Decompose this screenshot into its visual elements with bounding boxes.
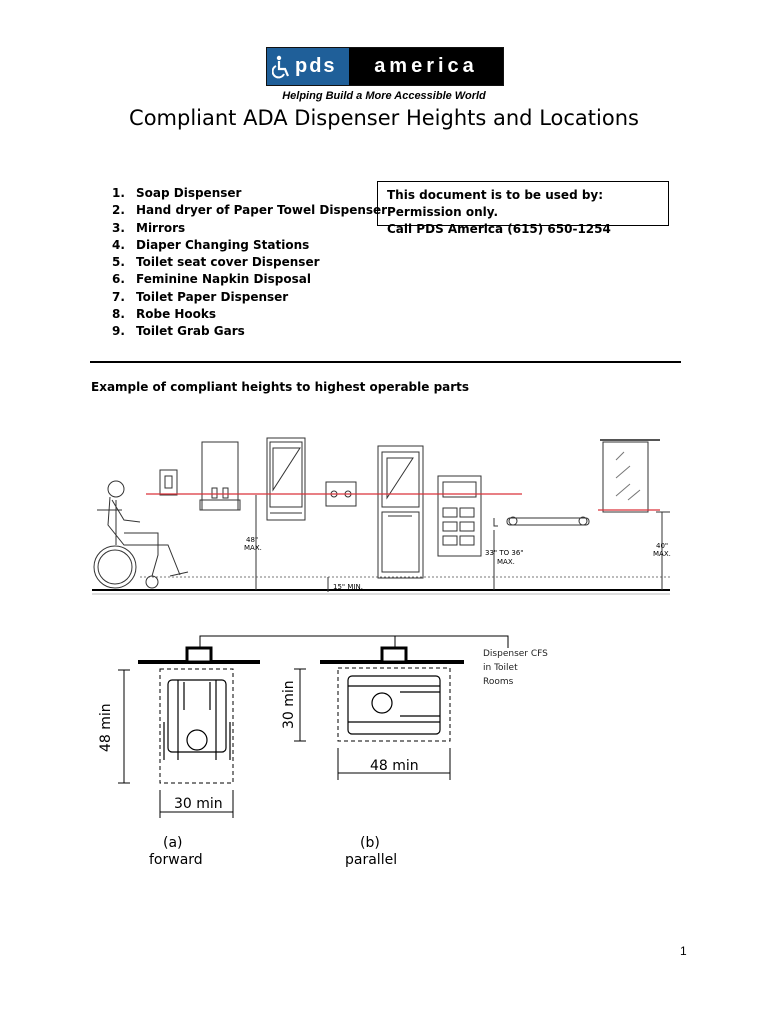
forward-width-label: 30 min [174,796,223,812]
caption-a: (a) [163,835,183,851]
list-item: 3. Mirrors [112,220,186,235]
dim-33-max: MAX. [497,558,515,566]
dim-40-max: MAX. [653,550,671,558]
soap-dispenser-icon [160,470,177,495]
list-item: 6. Feminine Napkin Disposal [112,272,311,287]
caption-b: (b) [360,835,380,851]
wheelchair-parallel-icon [348,676,440,734]
list-item: 4. Diaper Changing Stations [112,237,310,252]
elevation-drawing [92,438,670,594]
notice-line-1: This document is to be used by: Permission only. [387,188,604,219]
dim-48-label: 48" [246,536,259,544]
parallel-width-label: 48 min [370,758,419,774]
list-item: 7. Toilet Paper Dispenser [112,289,289,304]
wheelchair-forward-icon [164,680,230,760]
logo-left-text: pds [295,55,337,77]
seat-cover-dispenser-icon [267,438,305,520]
wheelchair-user-icon [94,481,188,588]
parallel-depth-label: 30 min [281,680,297,729]
logo-right-text: america [374,55,478,77]
page-number: 1 [680,944,687,958]
paper-towel-dispenser-icon [200,442,240,510]
callout-line-2: in Toilet [483,663,518,673]
tagline: Helping Build a More Accessible World [282,90,486,102]
dim-15-label: 15" MIN. [333,583,363,591]
list-item: 1. Soap Dispenser [112,186,242,200]
grab-bar-icon [507,517,589,525]
list-item: 5. Toilet seat cover Dispenser [112,255,320,270]
list-item: 2. Hand dryer of Paper Towel Dispenser [112,203,388,218]
dim-40-label: 40" [656,542,669,550]
mirror-icon [600,440,660,512]
plan-drawing [118,636,508,818]
callout-line-1: Dispenser CFS [483,649,548,659]
list-item: 8. Robe Hooks [112,307,217,322]
dispenser-b-icon [382,648,406,662]
napkin-vendor-icon [438,476,481,556]
page-title: Compliant ADA Dispenser Heights and Locations [129,106,639,130]
notice-line-2: Call PDS America (615) 650-1254 [387,222,611,236]
forward-depth-label: 48 min [98,703,114,752]
section-heading: Example of compliant heights to highest operable parts [91,380,470,394]
robe-hook-icon [494,518,498,526]
dispenser-a-icon [187,648,211,662]
caption-b-label: parallel [345,852,398,868]
dim-33-label: 33" TO 36" [485,549,524,557]
caption-a-label: forward [149,852,203,868]
callout-line-3: Rooms [483,677,514,687]
list-item: 9. Toilet Grab Gars [112,324,245,339]
dim-48-max: MAX. [244,544,262,552]
combination-unit-icon [378,446,423,578]
